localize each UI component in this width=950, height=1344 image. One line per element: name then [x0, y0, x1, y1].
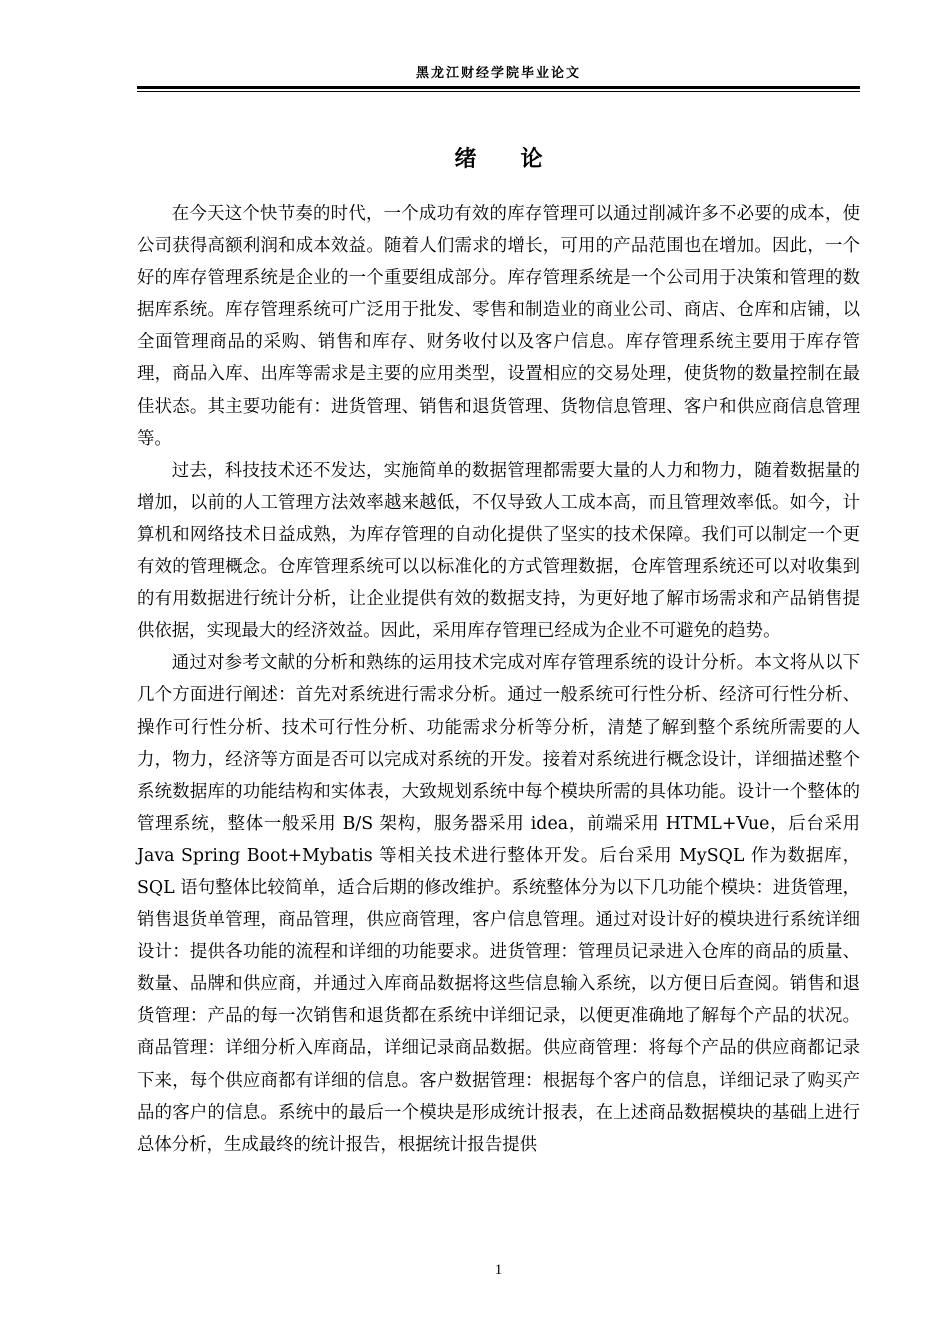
paragraph: 过去，科技技术还不发达，实施简单的数据管理都需要大量的人力和物力，随着数据量的增加，以前的人工管理方法效率越来越低，不仅导致人工成本高，而且管理效率低。如今，计算机和网络技术日益成熟，为库存管理的自动化提供了坚实的技术保障。我们可以制定一个更有效的管理概念。仓库管理系统可以以标准化的方式管理数据，仓库管理系统还可以对收集到的有用数据进行统计分析，让企业提供有效的数据支持，为更好地了解市场需求和产品销售提供依据，实现最大的经济效益。因此，采用库存管理已经成为企业不可避免的趋势。 [137, 460, 860, 642]
paragraph: 在今天这个快节奏的时代，一个成功有效的库存管理可以通过削减许多不必要的成本，使公司获得高额利润和成本效益。随着人们需求的增长，可用的产品范围也在增加。因此，一个好的库存管理系统是企业的一个重要组成部分。库存管理系统是一个公司用于决策和管理的数据库系统。库存管理系统可广泛用于批发、零售和制造业的商业公司、商店、仓库和店铺，以全面管理商品的采购、销售和库存、财务收付以及客户信息。库存管理系统主要用于库存管理，商品入库、出库等需求是主要的应用类型，设置相应的交易处理，使货物的数量控制在最佳状态。其主要功能有：进货管理、销售和退货管理、货物信息管理、客户和供应商信息管理等。 [137, 204, 860, 449]
section-title: 绪 论 [454, 147, 543, 172]
running-header: 黑龙江财经学院毕业论文 [415, 66, 581, 81]
header-rule-thin [137, 91, 860, 92]
body-text [137, 198, 860, 1161]
page-number: 1 [494, 1262, 503, 1278]
header-rule-thick [137, 86, 860, 89]
paragraph: 通过对参考文献的分析和熟练的运用技术完成对库存管理系统的设计分析。本文将从以下几个方面进行阐述：首先对系统进行需求分析。通过一般系统可行性分析、经济可行性分析、操作可行性分析、技术可行性分析、功能需求分析等分析，清楚了解到整个系统所需要的人力，物力，经济等方面是否可以完成对系统的开发。接着对系统进行概念设计，详细描述整个系统数据库的功能结构和实体表，大致规划系统中每个模块所需的具体功能。设计一个整体的管理系统，整体一般采用 B/S 架构，服务器采用 idea，前端采用 HTML+Vue，后台采用 Java Spring Boot+Mybatis 等相关技术进行整体开发。后台采用 MySQL 作为数据库，SQL 语句整体比较简单，适合后期的修改维护。系统整体分为以下几功能个模块：进货管理，销售退货单管理，商品管理，供应商管理，客户信息管理。通过对设计好的模块进行系统详细设计：提供各功能的流程和详细的功能要求。进货管理：管理员记录进入仓库的商品的质量、数量、品牌和供应商，并通过入库商品数据将这些信息输入系统，以方便日后查阅。销售和退货管理：产品的每一次销售和退货都在系统中详细记录，以便更准确地了解每个产品的状况。商品管理：详细分析入库商品，详细记录商品数据。供应商管理：将每个产品的供应商都记录下来，每个供应商都有详细的信息。客户数据管理：根据每个客户的信息，详细记录了购买产品的客户的信息。系统中的最后一个模块是形成统计报表，在上述商品数据模块的基础上进行总体分析，生成最终的统计报告，根据统计报告提供 [137, 653, 860, 1155]
